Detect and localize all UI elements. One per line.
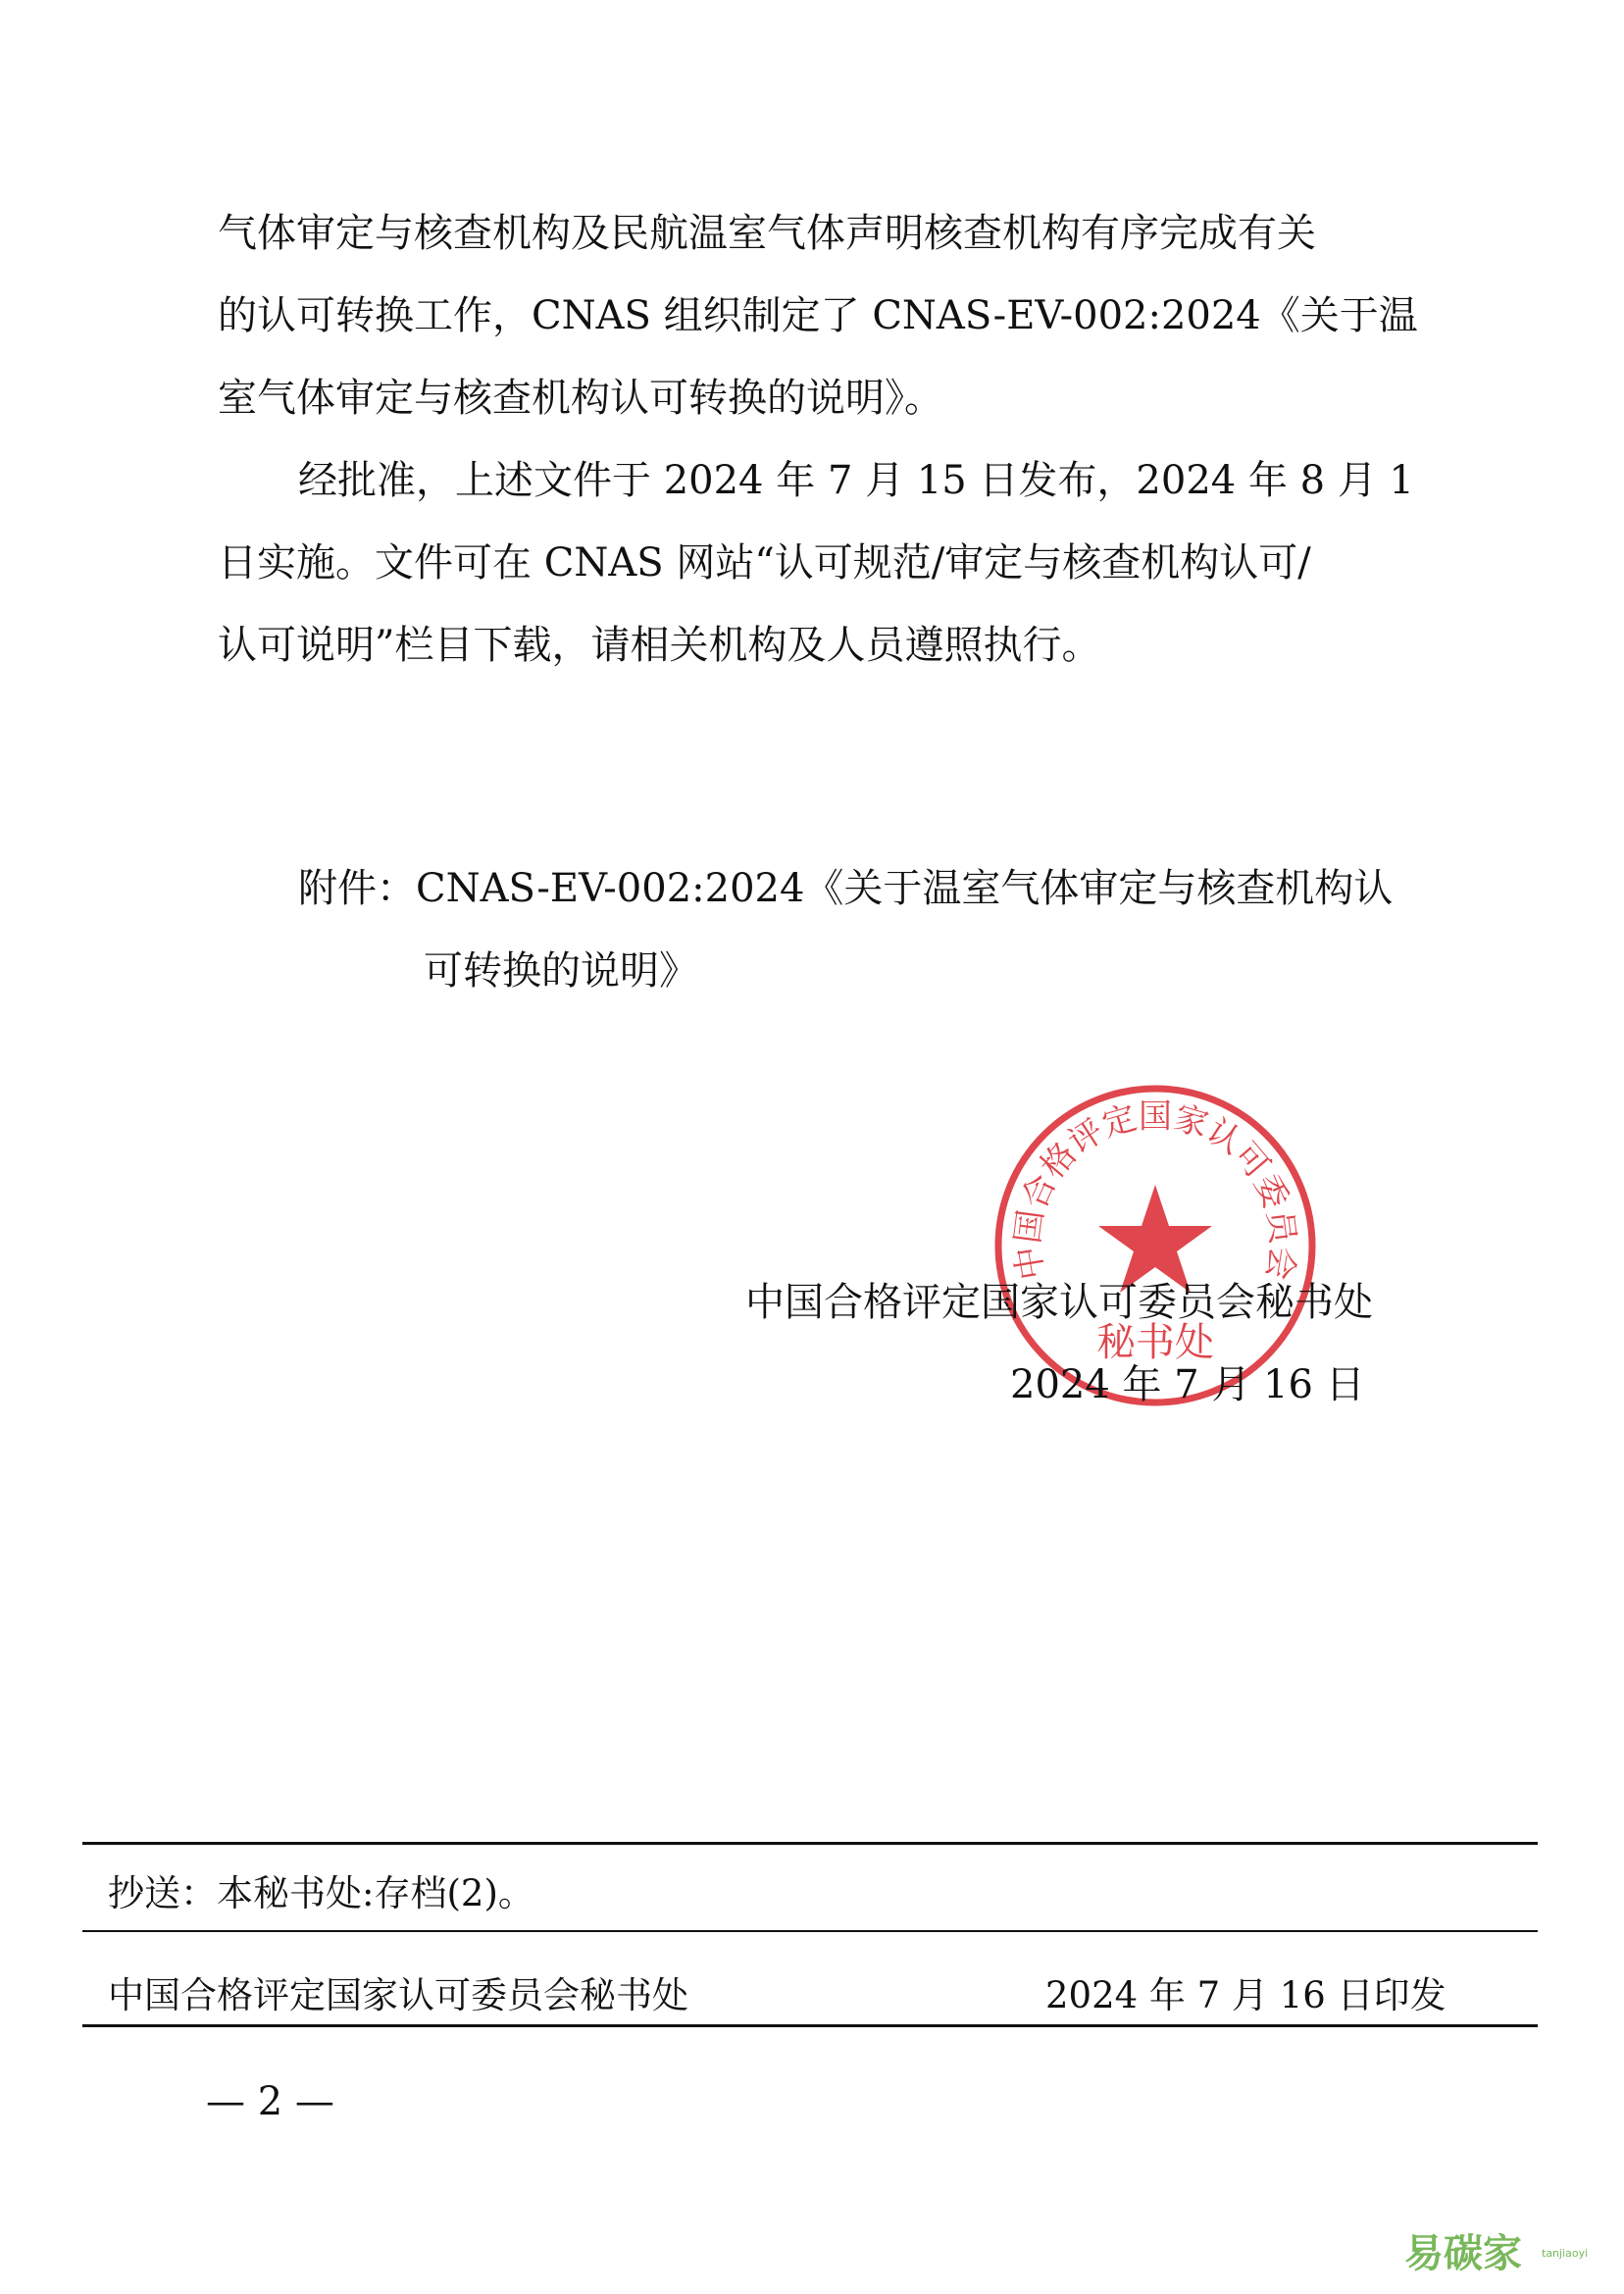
paragraph-2-line: 日实施。文件可在 CNAS 网站“认可规范/审定与核查机构认可/: [218, 540, 1311, 586]
paragraph-2-line: 认可说明”栏目下载，请相关机构及人员遵照执行。: [218, 623, 1101, 668]
paragraph-1: [218, 192, 1434, 439]
paragraph-1-line: 室气体审定与核查机构认可转换的说明》。: [218, 376, 943, 421]
paragraph-1-line: 气体审定与核查机构及民航温室气体声明核查机构有序完成有关: [218, 211, 1316, 256]
attachment: [218, 847, 1434, 1012]
footer-bottom-rule: [82, 2024, 1538, 2027]
watermark-brand: 易碳家: [1404, 2231, 1522, 2276]
attachment-title-line: 可转换的说明》: [424, 948, 698, 994]
seal-bottom-text: 秘书处: [1096, 1320, 1214, 1365]
site-watermark: [1404, 2223, 1600, 2286]
paragraph-1-line: 的认可转换工作，CNAS 组织制定了 CNAS-EV-002:2024《关于温: [218, 293, 1418, 338]
cc-line: 抄送：本秘书处:存档(2)。: [108, 1872, 534, 1914]
paragraph-2: [218, 439, 1434, 687]
issue-date: 2024 年 7 月 16 日印发: [1045, 1974, 1446, 2016]
attachment-title-line: CNAS-EV-002:2024《关于温室气体审定与核查机构认: [416, 866, 1394, 911]
attachment-line: [218, 847, 1434, 930]
seal-ring-text: 中国合格评定国家认可委员会: [1008, 1096, 1302, 1283]
issuer: 中国合格评定国家认可委员会秘书处: [108, 1974, 688, 2016]
watermark-domain: tanjiaoyi: [1542, 2247, 1589, 2260]
footer-top-rule: [82, 1842, 1538, 1845]
page-number: — 2 —: [206, 2079, 334, 2124]
signature-org: 中国合格评定国家认可委员会秘书处: [745, 1280, 1373, 1325]
footer-middle-rule: [82, 1930, 1538, 1932]
signature-date: 2024 年 7 月 16 日: [1010, 1362, 1365, 1407]
paragraph-2-line: 经批准，上述文件于 2024 年 7 月 15 日发布，2024 年 8 月 1: [298, 458, 1414, 503]
attachment-label: 附件：: [298, 866, 416, 911]
